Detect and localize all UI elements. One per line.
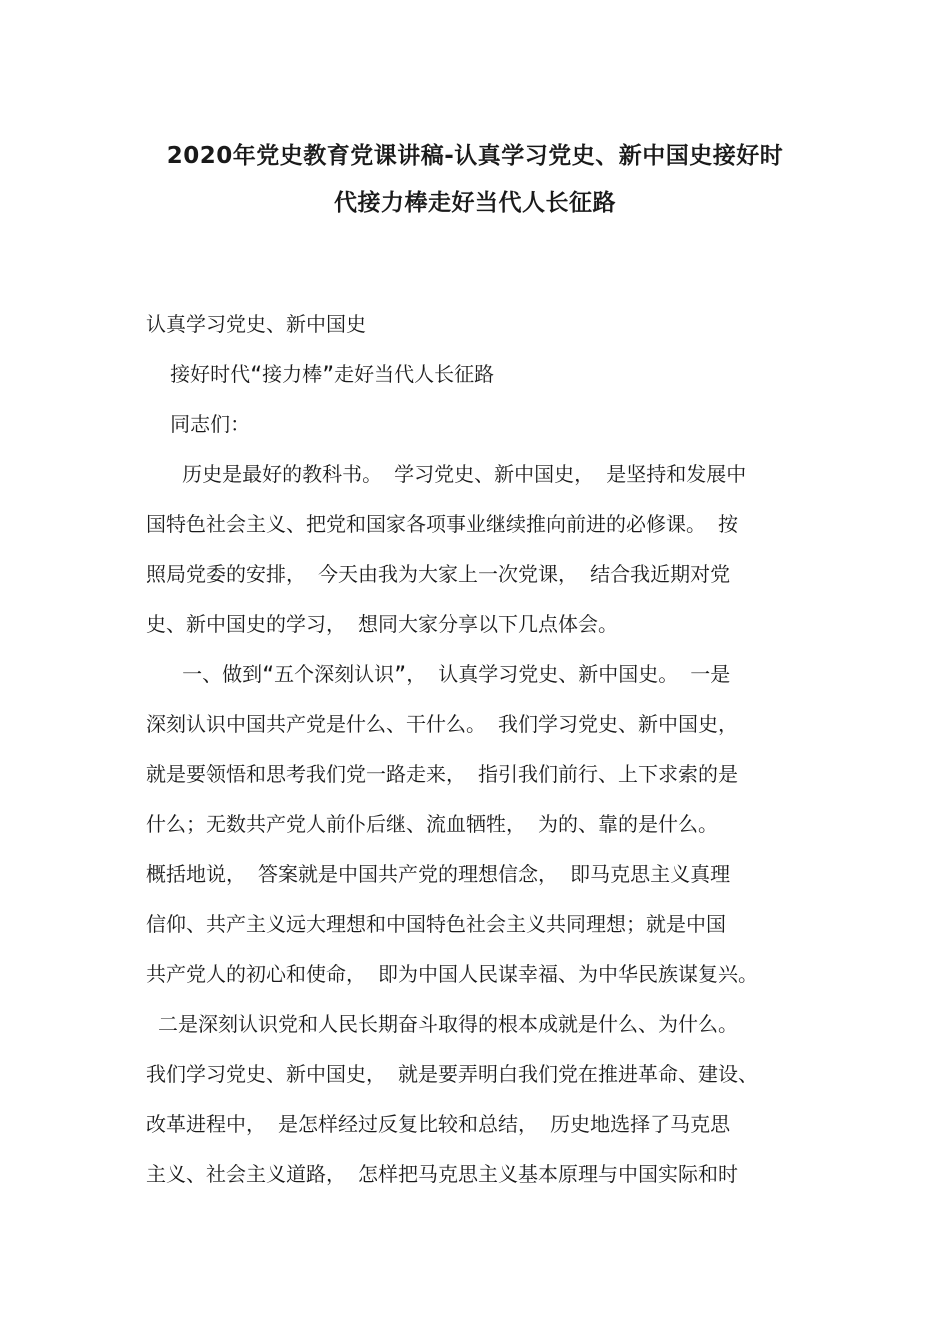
body-line: 接好时代“接力棒”走好当代人长征路	[146, 362, 495, 386]
document-title-line-1: 2020年党史教育党课讲稿-认真学习党史、新中国史接好时	[166, 143, 784, 169]
body-line: 共产党人的初心和使命， 即为中国人民谋幸福、为中华民族谋复兴。	[146, 962, 759, 986]
document-title-line-2: 代接力棒走好当代人长征路	[334, 190, 616, 216]
body-line: 概括地说， 答案就是中国共产党的理想信念， 即马克思主义真理	[146, 862, 731, 886]
body-line: 同志们：	[146, 412, 251, 436]
body-line: 深刻认识中国共产党是什么、干什么。 我们学习党史、新中国史，	[146, 712, 739, 736]
body-line: 照局党委的安排， 今天由我为大家上一次党课， 结合我近期对党	[146, 562, 731, 586]
body-line: 认真学习党史、新中国史	[146, 312, 366, 336]
body-line: 就是要领悟和思考我们党一路走来， 指引我们前行、上下求索的是	[146, 762, 739, 786]
body-line: 改革进程中， 是怎样经过反复比较和总结， 历史地选择了马克思	[146, 1112, 731, 1136]
body-line: 史、新中国史的学习， 想同大家分享以下几点体会。	[146, 612, 619, 636]
body-line: 二是深刻认识党和人民长期奋斗取得的根本成就是什么、为什么。	[146, 1012, 739, 1036]
body-line: 什么；无数共产党人前仆后继、流血牺牲， 为的、靠的是什么。	[146, 812, 719, 836]
body-line: 国特色社会主义、把党和国家各项事业继续推向前进的必修课。 按	[146, 512, 739, 536]
body-line: 主义、社会主义道路， 怎样把马克思主义基本原理与中国实际和时	[146, 1162, 739, 1186]
body-line: 一、做到“五个深刻认识”， 认真学习党史、新中国史。 一是	[146, 662, 731, 686]
body-line: 信仰、共产主义远大理想和中国特色社会主义共同理想；就是中国	[146, 912, 726, 936]
body-line: 我们学习党史、新中国史， 就是要弄明白我们党在推进革命、建设、	[146, 1062, 759, 1086]
body-line: 历史是最好的教科书。 学习党史、新中国史， 是坚持和发展中	[146, 462, 747, 486]
